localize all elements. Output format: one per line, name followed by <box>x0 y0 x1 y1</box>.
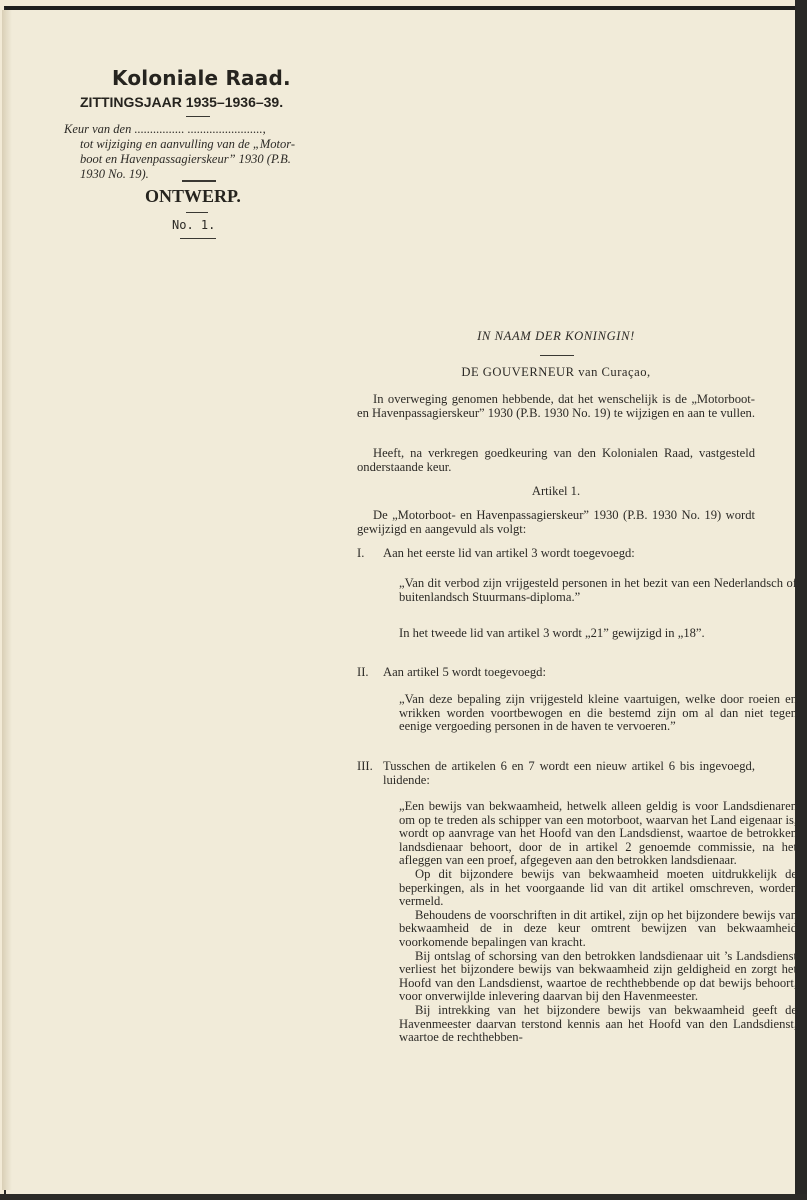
enactment-paragraph: Heeft, na verkregen goedkeuring van den Kolonialen Raad, vastgesteld onderstaande keur. <box>357 446 755 474</box>
amendment-extra: In het tweede lid van artikel 3 wordt „21” gewijzigd in „18”. <box>399 626 705 640</box>
item-text: Tusschen de artikelen 6 en 7 wordt een nieuw artikel 6 bis ingevoegd, luidende: <box>383 759 755 787</box>
amendment-item <box>357 760 755 787</box>
divider <box>540 355 574 356</box>
keur-line: 1930 No. 19). <box>80 167 149 181</box>
divider <box>182 180 216 182</box>
item-numeral: I. <box>357 546 365 560</box>
draft-label: ONTWERP. <box>145 186 241 206</box>
scan-edge-bottom <box>0 1194 807 1200</box>
amendment-item <box>357 547 755 561</box>
page-fold-shadow <box>2 10 12 1190</box>
quote-paragraph: Bij intrekking van het bijzondere bewijs van bekwaamheid geeft de Havenmeester daarvan terstond kennis aan het Hoofd van den Landsdienst, waartoe de rechthebben- <box>399 1002 797 1045</box>
new-article-text <box>357 800 797 1045</box>
keur-description <box>64 122 334 182</box>
item-text: Aan het eerste lid van artikel 3 wordt toegevoegd: <box>383 546 635 560</box>
item-numeral: II. <box>357 665 369 679</box>
quote-paragraph: „Een bewijs van bekwaamheid, hetwelk alleen geldig is voor Landsdienaren om op te treden als schipper van een motorboot, waarvan het Land eigenaar is, wordt op aanvrage van het Hoofd van den Landsdienst, waartoe de betrokken landsdienaar behoort, door de in artikel 2 genoemde commissie, na het afleggen van een proef, afgegeven aan den betrokken landsdienaar. <box>399 799 797 868</box>
quote-paragraph: Op dit bijzondere bewijs van bekwaamheid moeten uitdrukkelijk de beperkingen, als in het voorgaande lid van dit artikel omschreven, worden vermeld. <box>399 866 797 909</box>
divider <box>186 116 210 117</box>
governor-line: DE GOUVERNEUR van Curaçao, <box>461 365 651 379</box>
article-heading: Artikel 1. <box>531 484 581 498</box>
amendment-quote: „Van deze bepaling zijn vrijgesteld kleine vaartuigen, welke door roeien en wrikken worden voortbewogen en die bestemd zijn om al dan niet tegen eenige vergoeding personen in de haven te vervoeren.” <box>399 692 797 734</box>
quote-paragraph: Bij ontslag of schorsing van den betrokken landsdienaar uit ’s Landsdienst verliest het bijzondere bewijs van bekwaamheid zijn geldigheid en zorgt het Hoofd van den Landsdienst, waartoe de rechthebbende op dat bewijs behoort, voor onverwijlde inlevering daarvan bij den Havenmeester. <box>399 948 797 1004</box>
session-year: ZITTINGSJAAR 1935–1936–39. <box>80 94 284 110</box>
considering-paragraph: In overweging genomen hebbende, dat het wenschelijk is de „Motorboot- en Havenpassagierskeur” 1930 (P.B. 1930 No. 19) te wijzigen en aan te vullen. <box>357 392 755 420</box>
amendment-item <box>357 666 755 680</box>
article-intro: De „Motorboot- en Havenpassagierskeur” 1930 (P.B. 1930 No. 19) wordt gewijzigd en aangevuld als volgt: <box>357 508 755 536</box>
amendment-quote: „Van dit verbod zijn vrijgesteld personen in het bezit van een Nederlandsch of buitenlandsch Stuurmans-diploma.” <box>399 576 797 604</box>
keur-line: boot en Havenpassagierskeur” 1930 (P.B. <box>80 152 291 166</box>
item-numeral: III. <box>357 759 373 773</box>
keur-line: Keur van den ................ ........................, <box>64 122 266 136</box>
invocation: IN NAAM DER KONINGIN! <box>477 329 635 343</box>
quote-paragraph: Behoudens de voorschriften in dit artikel, zijn op het bijzondere bewijs van bekwaamheid de in deze keur omtrent bewijzen van bekwaamheid voorkomende bepalingen van kracht. <box>399 907 797 949</box>
item-text: Aan artikel 5 wordt toegevoegd: <box>383 665 546 679</box>
council-title: Koloniale Raad. <box>112 66 291 90</box>
document-number: No. 1. <box>172 218 216 232</box>
divider <box>186 212 208 213</box>
keur-line: tot wijziging en aanvulling van de „Motor- <box>80 137 296 151</box>
divider <box>180 238 216 239</box>
